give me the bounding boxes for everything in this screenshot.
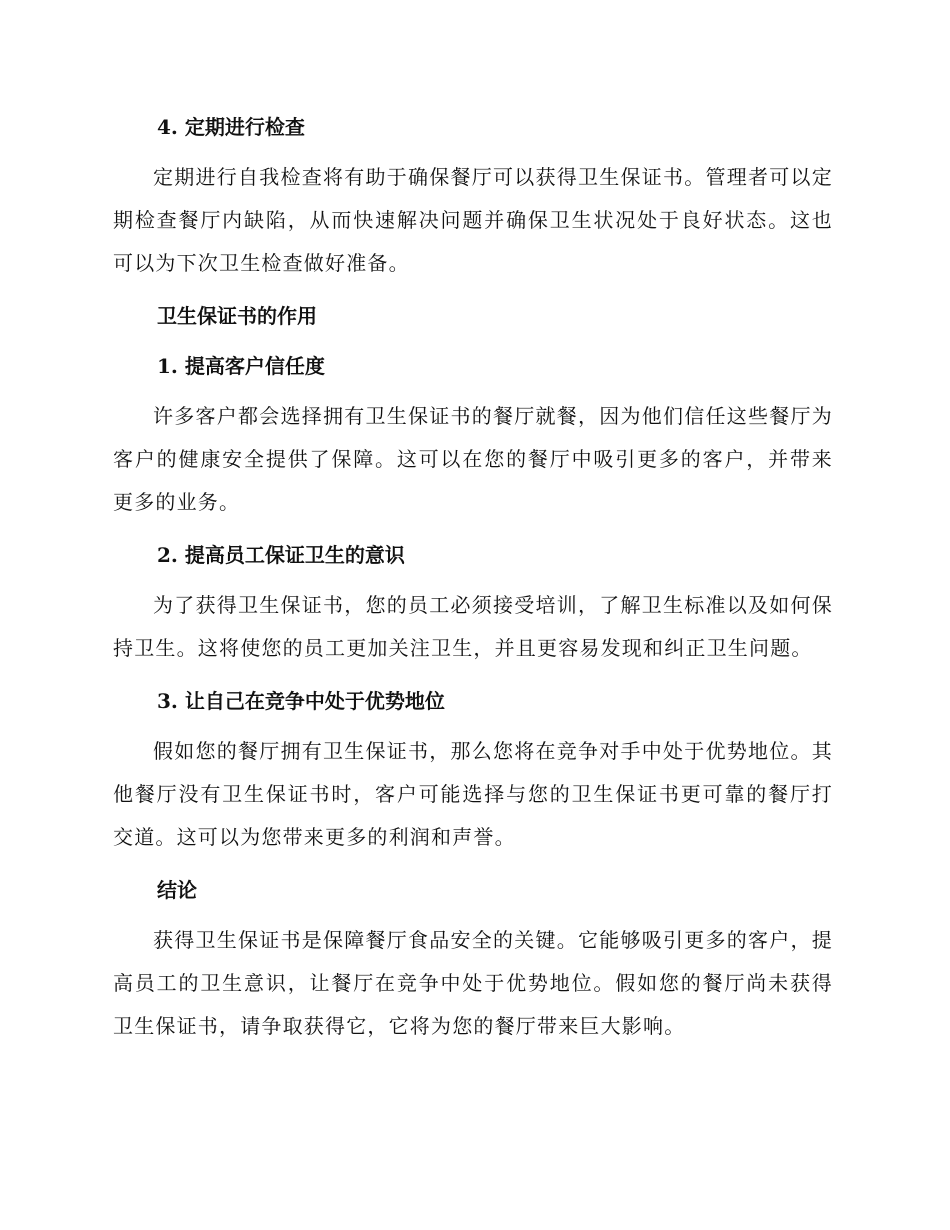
section-paragraph-competitive-advantage: 假如您的餐厅拥有卫生保证书，那么您将在竞争对手中处于优势地位。其他餐厅没有卫生保证书时，客户可能选择与您的卫生保证书更可靠的餐厅打交道。这可以为您带来更多的利润和声誉。 [113,739,833,849]
section-paragraph-conclusion: 获得卫生保证书是保障餐厅食品安全的关键。它能够吸引更多的客户，提高员工的卫生意识，让餐厅在竞争中处于优势地位。假如您的餐厅尚未获得卫生保证书，请争取获得它，它将为您的餐厅带来巨大影响。 [113,928,833,1038]
section-heading-staff-awareness: 2. 提高员工保证卫生的意识 [157,543,405,567]
section-paragraph-customer-trust: 许多客户都会选择拥有卫生保证书的餐厅就餐，因为他们信任这些餐厅为客户的健康安全提供了保障。这可以在您的餐厅中吸引更多的客户，并带来更多的业务。 [113,404,833,514]
section-paragraph-regular-inspection: 定期进行自我检查将有助于确保餐厅可以获得卫生保证书。管理者可以定期检查餐厅内缺陷，从而快速解决问题并确保卫生状况处于良好状态。这也可以为下次卫生检查做好准备。 [113,165,833,275]
document-page [113,106,833,1048]
section-paragraph-staff-awareness: 为了获得卫生保证书，您的员工必须接受培训，了解卫生标准以及如何保持卫生。这将使您的员工更加关注卫生，并且更容易发现和纠正卫生问题。 [113,593,833,660]
section-heading-conclusion: 结论 [157,878,197,902]
section-heading-certificate-role: 卫生保证书的作用 [157,304,317,328]
section-heading-regular-inspection: 4. 定期进行检查 [157,115,305,139]
section-heading-customer-trust: 1. 提高客户信任度 [157,354,325,378]
section-heading-competitive-advantage: 3. 让自己在竞争中处于优势地位 [157,689,445,713]
